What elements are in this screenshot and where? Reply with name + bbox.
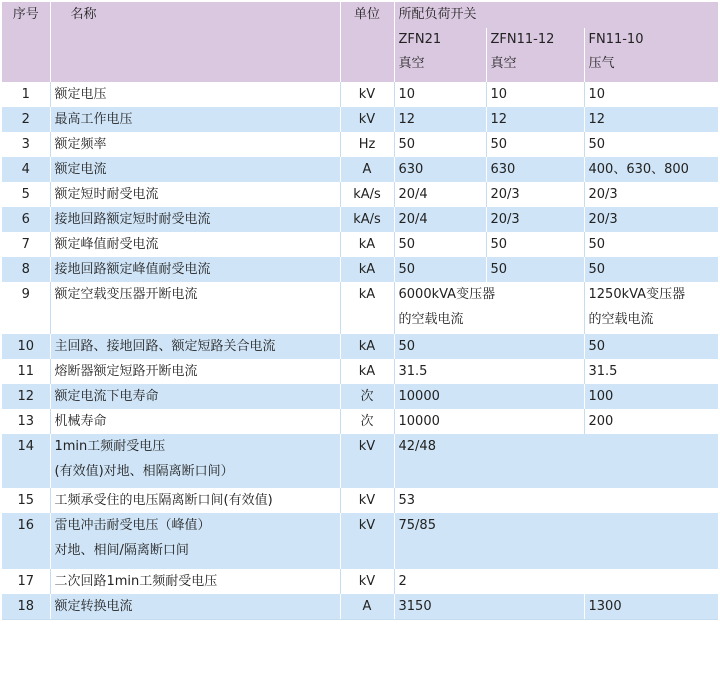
table-cell: 10 <box>486 82 584 107</box>
table-cell: 7 <box>2 232 50 257</box>
table-cell: 4 <box>2 157 50 182</box>
table-row <box>2 207 718 232</box>
table-cell: 接地回路额定短时耐受电流 <box>50 207 340 232</box>
table-cell: 50 <box>394 232 486 257</box>
table-cell: kA/s <box>340 182 394 207</box>
table-cell: kV <box>340 569 394 594</box>
table-cell: 1250kVA变压器 的空载电流 <box>584 282 718 334</box>
table-cell: 次 <box>340 409 394 434</box>
table-row <box>2 513 718 569</box>
table-cell: 31.5 <box>394 359 584 384</box>
table-cell: 50 <box>584 334 718 359</box>
table-row <box>2 282 718 334</box>
table-cell: 50 <box>486 132 584 157</box>
table-cell: 20/3 <box>584 207 718 232</box>
table-cell: kA/s <box>340 207 394 232</box>
header-switch-3: FN11-10 压气 <box>584 28 718 82</box>
table-row <box>2 594 718 620</box>
table-row <box>2 569 718 594</box>
table-cell: 400、630、800 <box>584 157 718 182</box>
table-cell: 6 <box>2 207 50 232</box>
header-row <box>2 2 718 28</box>
table-row <box>2 132 718 157</box>
table-cell: kV <box>340 107 394 132</box>
table-cell: 18 <box>2 594 50 620</box>
table-cell: 50 <box>486 232 584 257</box>
spec-table <box>2 2 718 620</box>
header-switch-2: ZFN11-12 真空 <box>486 28 584 82</box>
table-cell: 12 <box>486 107 584 132</box>
table-cell: 10000 <box>394 409 584 434</box>
header-unit: 单位 <box>340 2 394 82</box>
table-cell: 75/85 <box>394 513 718 569</box>
header-no: 序号 <box>2 2 50 82</box>
table-cell: 熔断器额定短路开断电流 <box>50 359 340 384</box>
table-cell: 12 <box>584 107 718 132</box>
table-cell: A <box>340 157 394 182</box>
table-cell: Hz <box>340 132 394 157</box>
table-cell: 2 <box>394 569 718 594</box>
table-cell: A <box>340 594 394 620</box>
table-cell: 50 <box>394 132 486 157</box>
table-cell: 3150 <box>394 594 584 620</box>
table-cell: 20/3 <box>486 207 584 232</box>
table-row <box>2 107 718 132</box>
table-cell: 2 <box>2 107 50 132</box>
table-cell: kV <box>340 513 394 569</box>
table-cell: 工频承受住的电压隔离断口间(有效值) <box>50 488 340 513</box>
table-cell: kA <box>340 232 394 257</box>
table-cell: 10 <box>2 334 50 359</box>
table-cell: kA <box>340 282 394 334</box>
table-cell: 50 <box>486 257 584 282</box>
table-cell: 1min工频耐受电压 (有效值)对地、相隔离断口间） <box>50 434 340 488</box>
table-cell: 20/4 <box>394 207 486 232</box>
table-cell: 20/3 <box>486 182 584 207</box>
table-cell: 50 <box>584 232 718 257</box>
table-cell: 20/4 <box>394 182 486 207</box>
table-cell: 100 <box>584 384 718 409</box>
table-cell: 3 <box>2 132 50 157</box>
table-row <box>2 409 718 434</box>
table-cell: 42/48 <box>394 434 718 488</box>
table-cell: 6000kVA变压器 的空载电流 <box>394 282 584 334</box>
table-cell: 12 <box>394 107 486 132</box>
table-cell: kA <box>340 334 394 359</box>
table-cell: 主回路、接地回路、额定短路关合电流 <box>50 334 340 359</box>
table-cell: 接地回路额定峰值耐受电流 <box>50 257 340 282</box>
table-row <box>2 157 718 182</box>
table-cell: 31.5 <box>584 359 718 384</box>
table-cell: kA <box>340 359 394 384</box>
table-cell: 11 <box>2 359 50 384</box>
table-cell: 额定短时耐受电流 <box>50 182 340 207</box>
table-cell: 53 <box>394 488 718 513</box>
table-cell: 1 <box>2 82 50 107</box>
table-cell: 17 <box>2 569 50 594</box>
table-row <box>2 257 718 282</box>
table-row <box>2 82 718 107</box>
header-name: 名称 <box>50 2 340 82</box>
table-row <box>2 384 718 409</box>
table-row <box>2 334 718 359</box>
table-cell: 630 <box>486 157 584 182</box>
table-cell: 10 <box>394 82 486 107</box>
header-switch: 所配负荷开关 <box>394 2 718 28</box>
table-cell: 额定转换电流 <box>50 594 340 620</box>
table-cell: 最高工作电压 <box>50 107 340 132</box>
table-cell: 15 <box>2 488 50 513</box>
table-cell: kV <box>340 82 394 107</box>
table-cell: 额定频率 <box>50 132 340 157</box>
table-cell: 630 <box>394 157 486 182</box>
table-cell: 二次回路1min工频耐受电压 <box>50 569 340 594</box>
table-cell: 5 <box>2 182 50 207</box>
table-cell: 额定电压 <box>50 82 340 107</box>
table-cell: 额定电流 <box>50 157 340 182</box>
table-cell: 14 <box>2 434 50 488</box>
table-cell: 10 <box>584 82 718 107</box>
table-cell: 12 <box>2 384 50 409</box>
table-cell: 额定空载变压器开断电流 <box>50 282 340 334</box>
table-cell: 额定电流下电寿命 <box>50 384 340 409</box>
table-cell: 50 <box>394 334 584 359</box>
table-row <box>2 488 718 513</box>
table-cell: kA <box>340 257 394 282</box>
table-row <box>2 359 718 384</box>
table-cell: 8 <box>2 257 50 282</box>
table-cell: 50 <box>394 257 486 282</box>
table-cell: 额定峰值耐受电流 <box>50 232 340 257</box>
table-cell: 50 <box>584 132 718 157</box>
table-row <box>2 232 718 257</box>
table-cell: 20/3 <box>584 182 718 207</box>
table-cell: kV <box>340 488 394 513</box>
table-cell: 次 <box>340 384 394 409</box>
table-cell: 16 <box>2 513 50 569</box>
table-cell: 200 <box>584 409 718 434</box>
table-cell: 雷电冲击耐受电压（峰值） 对地、相间/隔离断口间 <box>50 513 340 569</box>
table-row <box>2 182 718 207</box>
header-switch-1: ZFN21 真空 <box>394 28 486 82</box>
table-cell: 机械寿命 <box>50 409 340 434</box>
table-row <box>2 434 718 488</box>
table-cell: 50 <box>584 257 718 282</box>
table-cell: 9 <box>2 282 50 334</box>
table-cell: 1300 <box>584 594 718 620</box>
table-cell: 13 <box>2 409 50 434</box>
table-cell: kV <box>340 434 394 488</box>
table-cell: 10000 <box>394 384 584 409</box>
